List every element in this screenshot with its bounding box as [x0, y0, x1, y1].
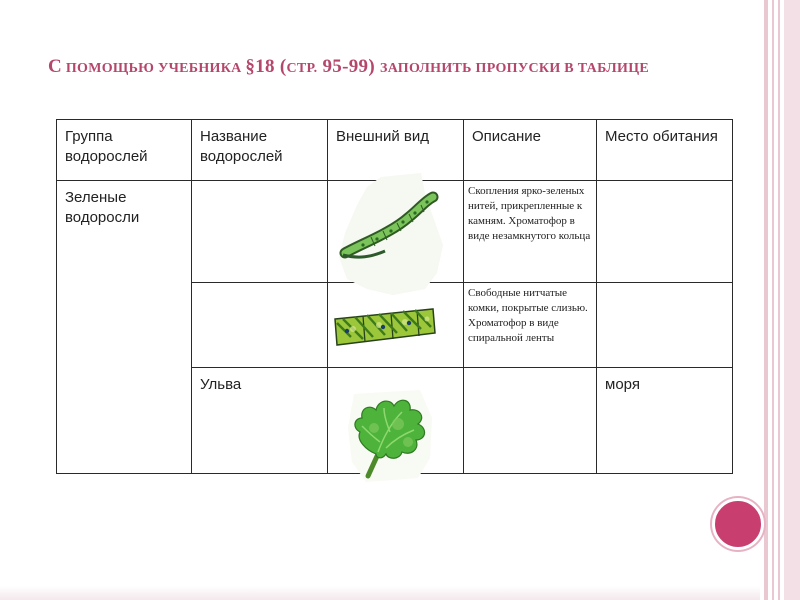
header-appearance: Внешний вид	[328, 120, 464, 181]
cell-habitat[interactable]	[597, 283, 733, 368]
header-name: Название водорослей	[192, 120, 328, 181]
border-stripe	[772, 0, 774, 600]
cell-description: Свободные нитчатые комки, покрытые слизью. Хроматофор в виде спиральной ленты	[464, 283, 597, 368]
slide-title	[48, 56, 688, 80]
spirogyra-spiral-cell-icon	[333, 307, 437, 347]
header-description: Описание	[464, 120, 597, 181]
title-paragraph: §18 (	[245, 56, 287, 77]
cell-name: Ульва	[192, 368, 328, 474]
header-group: Группа водорослей	[57, 120, 192, 181]
spirogyra-filament-clump-icon	[333, 171, 448, 301]
title-page-abbrev: СТР.	[286, 61, 318, 76]
cell-appearance	[328, 368, 464, 474]
cell-description[interactable]	[464, 368, 597, 474]
header-habitat: Место обитания	[597, 120, 733, 181]
table-row	[57, 181, 733, 283]
cell-habitat[interactable]	[597, 181, 733, 283]
title-task: ЗАПОЛНИТЬ ПРОПУСКИ В ТАБЛИЦЕ	[380, 61, 650, 76]
decorative-circle	[712, 498, 764, 550]
border-stripe	[764, 0, 768, 600]
bottom-shadow	[0, 586, 760, 600]
border-stripe	[784, 0, 800, 600]
cell-appearance	[328, 181, 464, 283]
cell-description: Скопления ярко-зеленых нитей, прикрепленные к камням. Хроматофор в виде незамкнутого кольца	[464, 181, 597, 283]
cell-group: Зеленые водоросли	[57, 181, 192, 474]
title-text: ПОМОЩЬЮ УЧЕБНИКА	[62, 61, 246, 76]
algae-table	[56, 119, 733, 474]
cell-name[interactable]	[192, 283, 328, 368]
cell-appearance	[328, 283, 464, 368]
title-initial: С	[48, 56, 63, 77]
border-stripe	[778, 0, 780, 600]
cell-habitat: моря	[597, 368, 733, 474]
cell-name[interactable]	[192, 181, 328, 283]
title-pages: 95-99)	[317, 56, 380, 77]
ulva-sea-lettuce-icon	[346, 388, 436, 484]
